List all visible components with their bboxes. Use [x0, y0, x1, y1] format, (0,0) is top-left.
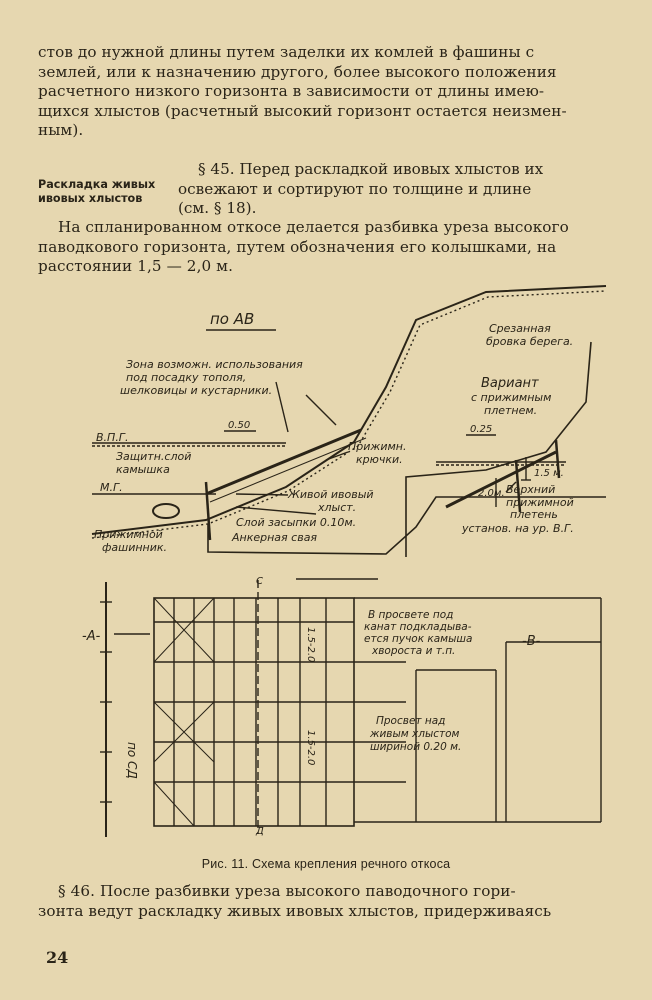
text-line: § 46. После разбивки уреза высокого паводочного гори-	[58, 882, 516, 900]
text-line: На спланированном откосе делается разбивка уреза высокого	[58, 218, 569, 236]
page-number: 24	[46, 948, 69, 967]
label-variant: Вариант	[481, 376, 539, 391]
mark-a: -А-	[82, 629, 101, 644]
dim-20: 2.0м.	[478, 488, 505, 499]
side-heading	[38, 178, 178, 206]
side-heading-line: Раскладка живых	[38, 178, 156, 191]
label-gap-width: живым хлыстом	[370, 728, 460, 740]
label-fence: Верхний	[506, 483, 556, 496]
label-gap: канат подкладыва-	[364, 621, 472, 633]
figure-caption: Рис. 11. Схема крепления речного откоса	[201, 857, 451, 871]
label-fence: установ. на ур. В.Г.	[462, 522, 574, 535]
label-gap: ется пучок камыша	[364, 633, 473, 645]
label-willow: Живой ивовый	[288, 488, 374, 501]
section-45	[178, 160, 606, 219]
label-fascine: фашинник.	[102, 541, 168, 554]
label-zone: Зона возможн. использования	[126, 358, 303, 371]
paragraph-top	[38, 43, 606, 141]
label-po-sd: по СД	[125, 742, 139, 779]
dim-spacing: 1.5-2.0	[305, 730, 316, 766]
label-variant: плетнем.	[484, 404, 538, 417]
label-gap-width: Просвет над	[376, 715, 446, 727]
mark-b: -В-	[522, 634, 541, 649]
paragraph-mid	[38, 218, 606, 277]
text-line: (см. § 18).	[178, 199, 257, 217]
text-line: щихся хлыстов (расчетный высокий горизонт остается неизмен-	[38, 101, 567, 120]
label-stone: камышка	[116, 463, 170, 476]
text-line: паводкового горизонта, путем обозначения его колышками, на	[38, 237, 557, 256]
figure-slope-scheme	[82, 282, 606, 842]
label-fence: прижимной	[506, 496, 574, 509]
label-gap: В просвете под	[368, 609, 454, 621]
text-line: зонта ведут раскладку живых ивовых хлыстов, придерживаясь	[38, 901, 552, 920]
label-willow: хлыст.	[318, 501, 357, 514]
section-label: по АВ	[210, 310, 255, 328]
mark-c: С	[256, 576, 263, 587]
label-fill: Слой засыпки 0.10м.	[236, 516, 357, 529]
text-line: землей, или к назначению другого, более высокого положения	[38, 62, 557, 81]
label-variant: с прижимным	[471, 391, 552, 404]
label-zone: шелковицы и кустарники.	[120, 384, 273, 397]
label-gap: хвороста и т.п.	[372, 645, 456, 657]
label-stone: Защитн.слой	[116, 450, 192, 463]
text-line: ным).	[38, 121, 84, 139]
mark-d: Д	[256, 826, 264, 837]
dim-025: 0.25	[470, 424, 493, 435]
label-bank: бровка берега.	[486, 335, 574, 348]
label-bank: Срезанная	[489, 322, 551, 335]
text-line: расстоянии 1,5 — 2,0 м.	[38, 257, 234, 275]
label-mg: М.Г.	[100, 481, 123, 494]
label-fascine: Прижимной	[94, 528, 163, 541]
text-line: расчетного низкого горизонта в зависимости от длины имею-	[38, 82, 545, 100]
label-vpg: В.П.Г.	[96, 431, 129, 444]
label-hooks: крючки.	[356, 453, 403, 466]
text-line: стов до нужной длины путем заделки их комлей в фашины с	[38, 43, 535, 61]
label-fence: плетень	[510, 508, 558, 521]
dim-spacing: 1.5-2.0	[305, 627, 316, 663]
dim-050: 0.50	[228, 420, 251, 431]
dim-15: 1.5 м.	[534, 468, 564, 479]
text-line: освежают и сортируют по толщине и длине	[178, 179, 532, 198]
label-anchor: Анкерная свая	[232, 531, 318, 544]
label-hooks: Прижимн.	[348, 440, 407, 453]
section-46	[38, 882, 606, 921]
label-gap-width: шириной 0.20 м.	[370, 741, 462, 753]
text-line: § 45. Перед раскладкой ивовых хлыстов их	[198, 160, 544, 178]
side-heading-line: ивовых хлыстов	[38, 192, 143, 205]
label-zone: под посадку тополя,	[126, 371, 247, 384]
